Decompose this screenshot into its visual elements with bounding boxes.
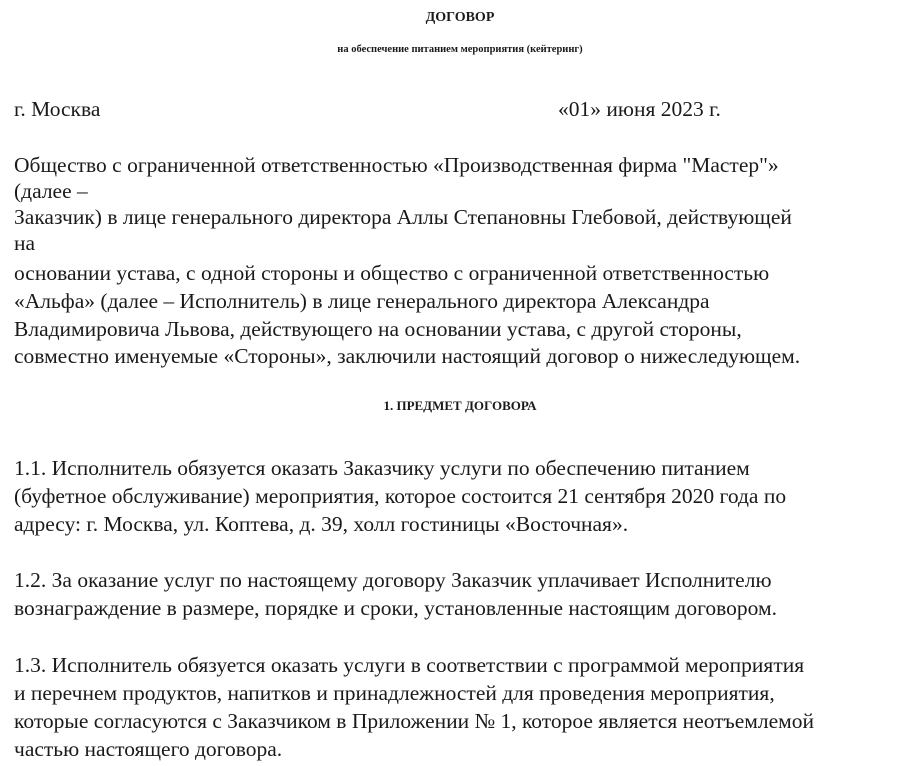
section-heading: 1. ПРЕДМЕТ ДОГОВОРА (383, 398, 537, 413)
document-subtitle: на обеспечение питанием мероприятия (кейтеринг) (337, 44, 583, 55)
contract-date: «01» июня 2023 г. (558, 97, 721, 121)
clause-line: и перечнем продуктов, напитков и принадлежностей для проведения мероприятия, (14, 681, 775, 705)
preamble-line: основании устава, с одной стороны и общество с ограниченной ответственностью (14, 261, 770, 285)
clause-line: адресу: г. Москва, ул. Коптева, д. 39, холл гостиницы «Восточная». (14, 512, 629, 536)
clause-line: 1.3. Исполнитель обязуется оказать услуги в соответствии с программой мероприятия (14, 653, 805, 677)
city-label: г. Москва (14, 97, 101, 121)
document-title: ДОГОВОР (425, 10, 495, 25)
preamble-line: на (14, 231, 36, 255)
clause-line: которые согласуются с Заказчиком в Приложении № 1, которое является неотъемлемой (14, 709, 814, 733)
preamble-line: совместно именуемые «Стороны», заключили настоящий договор о нижеследующем. (14, 344, 801, 368)
clause-line: 1.2. За оказание услуг по настоящему договору Заказчик уплачивает Исполнителю (14, 568, 772, 592)
clause-line: 1.1. Исполнитель обязуется оказать Заказчику услуги по обеспечению питанием (14, 456, 750, 480)
clause-line: частью настоящего договора. (14, 737, 283, 761)
preamble-line: (далее – (14, 179, 88, 203)
preamble-line: Заказчик) в лице генерального директора Аллы Степановны Глебовой, действующей (14, 205, 792, 229)
preamble-line: Владимировича Львова, действующего на основании устава, с другой стороны, (14, 317, 742, 341)
preamble-line: «Альфа» (далее – Исполнитель) в лице генерального директора Александра (14, 289, 710, 313)
clause-line: (буфетное обслуживание) мероприятия, которое состоится 21 сентября 2020 года по (14, 484, 787, 508)
clause-line: вознаграждение в размере, порядке и сроки, установленные настоящим договором. (14, 596, 777, 620)
preamble-line: Общество с ограниченной ответственностью «Производственная фирма "Мастер"» (14, 153, 779, 177)
